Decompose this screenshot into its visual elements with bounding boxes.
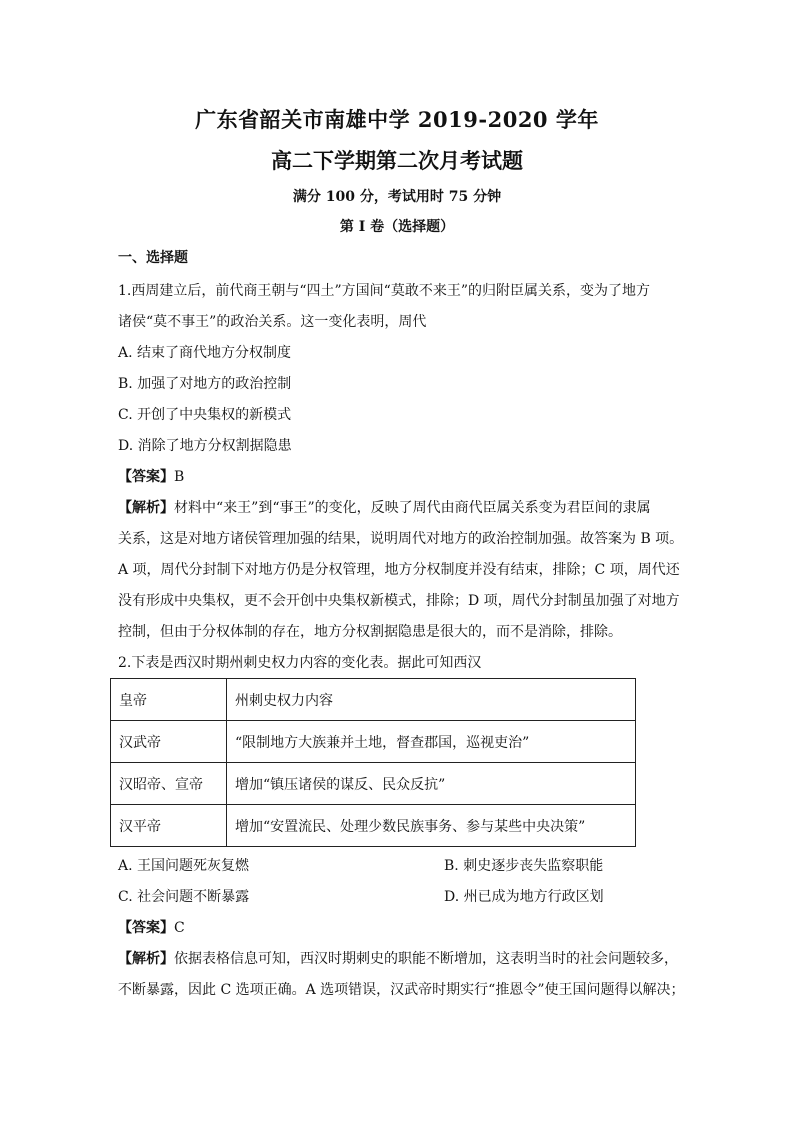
q2-option-a: A. 王国问题死灰复燃	[118, 858, 250, 874]
q2-answer	[118, 917, 185, 937]
q2-answer-value: C	[174, 920, 185, 936]
table-cell: 汉武帝	[111, 721, 227, 763]
q1-stem-line-1: 1.西周建立后，前代商王朝与“四土”方国间“莫敢不来王”的归附臣属关系，变为了地方	[118, 283, 650, 299]
q1-analysis-line-3: A 项，周代分封制下对地方仍是分权管理，地方分权制度并没有结束，排除；C 项，周代还	[118, 562, 680, 578]
q1-analysis-line-2: 关系，这是对地方诸侯管理加强的结果，说明周代对地方的政治控制加强。故答案为 B 项。	[118, 531, 684, 547]
q1-option-d: D. 消除了地方分权割据隐患	[118, 438, 292, 454]
table-cell: 汉平帝	[111, 805, 227, 847]
section-heading: 一、选择题	[118, 250, 188, 266]
q2-stem: 2.下表是西汉时期州刺史权力内容的变化表。据此可知西汉	[118, 655, 482, 671]
q1-answer	[118, 466, 184, 486]
table-cell: 增加“安置流民、处理少数民族事务、参与某些中央决策”	[227, 805, 636, 847]
score-info: 满分 100 分，考试用时 75 分钟	[292, 189, 502, 205]
q1-analysis-text-1: 材料中“来王”到“事王”的变化，反映了周代由商代臣属关系变为君臣间的隶属	[174, 500, 651, 516]
q1-option-c: C. 开创了中央集权的新模式	[118, 407, 292, 423]
table-row	[111, 679, 636, 721]
q2-analysis-line-1	[118, 948, 678, 968]
table-cell: 皇帝	[111, 679, 227, 721]
table-cell: 州刺史权力内容	[227, 679, 636, 721]
volume-heading: 第 I 卷（选择题）	[339, 219, 455, 235]
q1-answer-value: B	[174, 469, 185, 485]
table-row	[111, 805, 636, 847]
q2-option-b: B. 刺史逐步丧失监察职能	[444, 858, 604, 874]
q2-answer-label: 【答案】	[118, 920, 174, 936]
table-row	[111, 721, 636, 763]
table-cell: 汉昭帝、宣帝	[111, 763, 227, 805]
q1-answer-label: 【答案】	[118, 469, 174, 485]
q2-analysis-label: 【解析】	[118, 951, 174, 967]
q1-option-a: A. 结束了商代地方分权制度	[118, 345, 292, 361]
q2-table	[110, 678, 636, 847]
q1-stem-line-2: 诸侯“莫不事王”的政治关系。这一变化表明，周代	[118, 314, 427, 330]
q1-analysis-line-5: 控制，但由于分权体制的存在，地方分权割据隐患是很大的，而不是消除，排除。	[118, 624, 622, 640]
q1-analysis-line-4: 没有形成中央集权，更不会开创中央集权新模式，排除；D 项，周代分封制虽加强了对地方	[118, 593, 680, 609]
table-row	[111, 763, 636, 805]
q1-analysis-label: 【解析】	[118, 500, 174, 516]
q1-analysis-line-1	[118, 497, 651, 517]
title-line-2: 高二下学期第二次月考试题	[271, 148, 523, 173]
q2-option-d: D. 州已成为地方行政区划	[444, 889, 604, 905]
q1-option-b: B. 加强了对地方的政治控制	[118, 376, 292, 392]
table-cell: “限制地方大族兼并土地，督查郡国，巡视吏治”	[227, 721, 636, 763]
q2-analysis-line-2: 不断暴露，因此 C 选项正确。A 选项错误，汉武帝时期实行“推恩令”使王国问题得以解决；	[118, 982, 685, 998]
q2-option-c: C. 社会问题不断暴露	[118, 889, 250, 905]
title-line-1: 广东省韶关市南雄中学 2019-2020 学年	[195, 107, 599, 132]
table-cell: 增加“镇压诸侯的谋反、民众反抗”	[227, 763, 636, 805]
q2-analysis-text-1: 依据表格信息可知，西汉时期刺史的职能不断增加，这表明当时的社会问题较多，	[174, 951, 678, 967]
